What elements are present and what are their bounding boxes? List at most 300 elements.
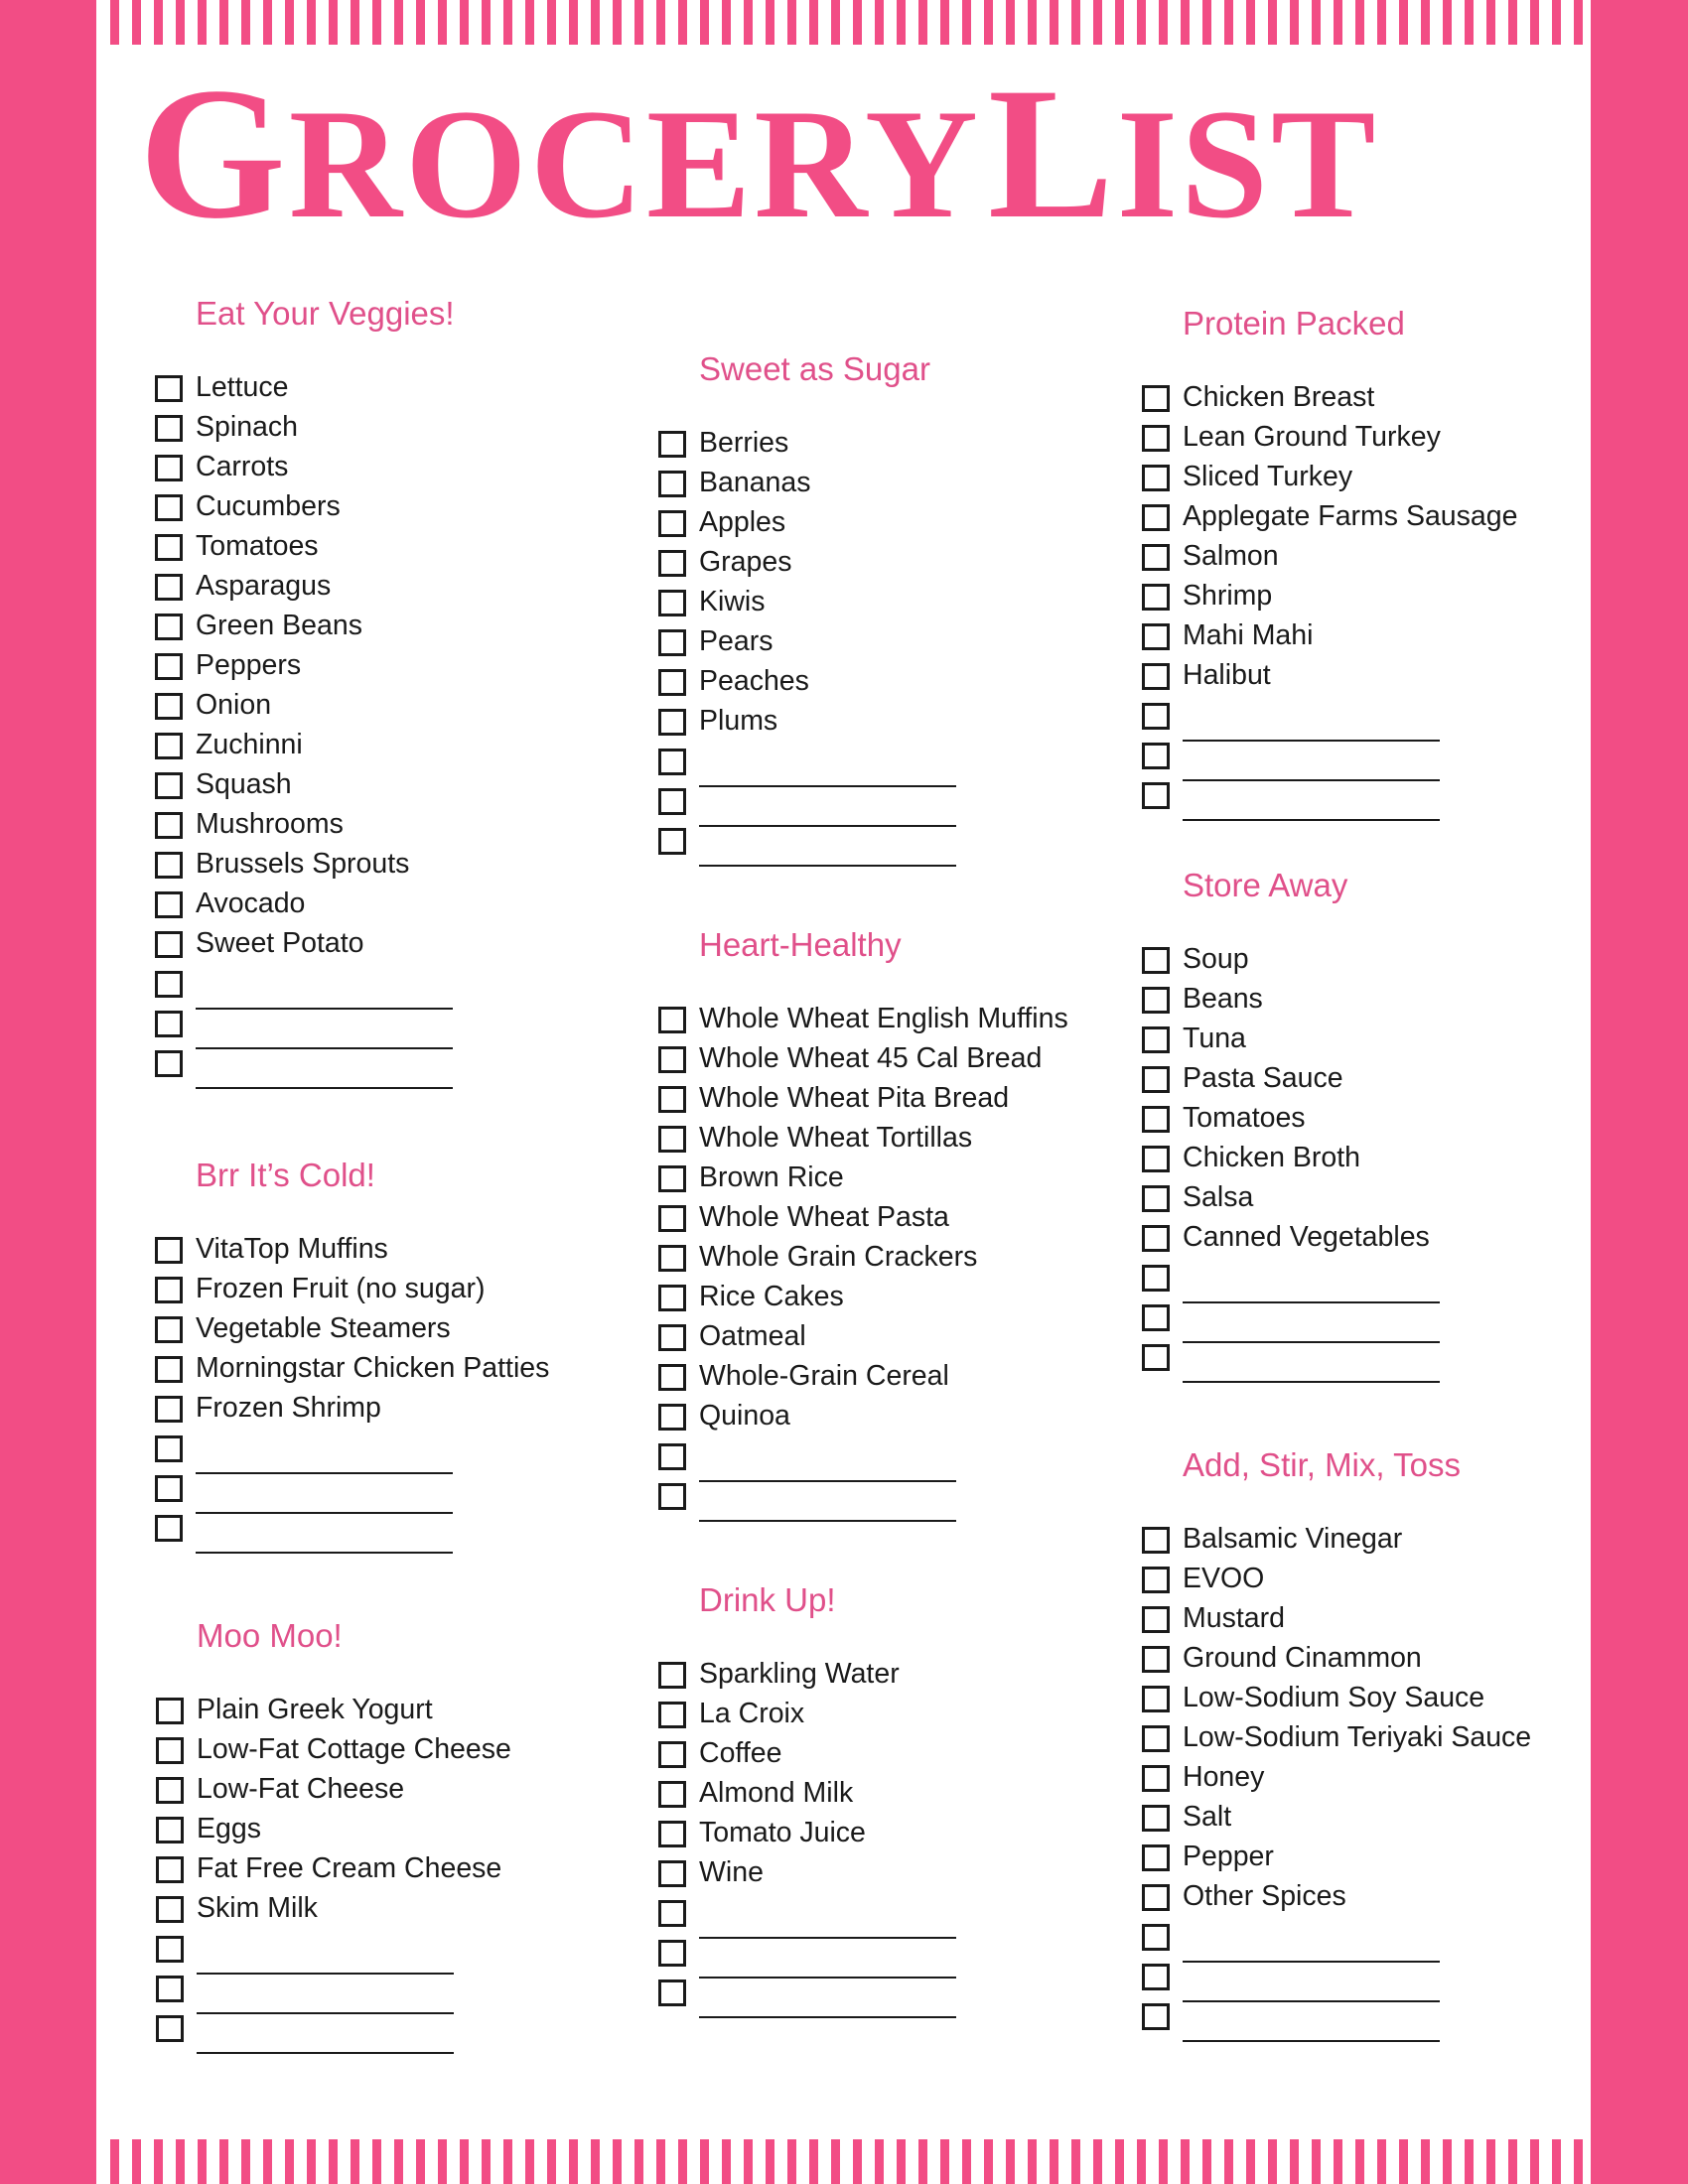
checkbox[interactable] xyxy=(155,574,183,601)
section-store-away xyxy=(1142,866,1430,1378)
checkbox[interactable] xyxy=(658,1821,686,1847)
section-drink-up xyxy=(658,1580,900,2013)
checkbox[interactable] xyxy=(155,1050,183,1077)
blank-list-item xyxy=(156,1970,343,2009)
blank-list-item xyxy=(1142,1298,1347,1338)
list-item xyxy=(155,1350,550,1390)
list-item xyxy=(658,623,930,663)
checkbox[interactable] xyxy=(1142,623,1170,650)
list-item xyxy=(155,608,455,647)
item-label: Salt xyxy=(1183,1801,1232,1833)
item-label: Balsamic Vinegar xyxy=(1183,1523,1403,1555)
checkbox[interactable] xyxy=(155,971,183,998)
item-label: EVOO xyxy=(1183,1563,1265,1594)
blank-list-item xyxy=(1142,776,1405,816)
checkbox[interactable] xyxy=(1142,743,1170,769)
list-item xyxy=(1142,1179,1347,1219)
checkbox[interactable] xyxy=(155,1396,183,1423)
checkbox[interactable] xyxy=(155,1011,183,1037)
item-label: Oatmeal xyxy=(699,1320,806,1352)
list-item xyxy=(155,1390,381,1430)
checkbox[interactable] xyxy=(658,1086,686,1113)
write-in-line[interactable] xyxy=(1183,2040,1440,2042)
list-item xyxy=(1142,1878,1461,1918)
checkbox[interactable] xyxy=(156,1698,184,1724)
checkbox[interactable] xyxy=(658,590,686,616)
checkbox[interactable] xyxy=(658,1781,686,1808)
list-item xyxy=(155,369,455,409)
checkbox[interactable] xyxy=(658,1165,686,1192)
checkbox[interactable] xyxy=(1142,947,1170,974)
item-label: Brussels Sprouts xyxy=(196,848,410,880)
item-label: Tuna xyxy=(1183,1023,1246,1054)
blank-list-item xyxy=(155,1005,455,1044)
item-label: La Croix xyxy=(699,1698,805,1729)
list-item xyxy=(658,1398,902,1437)
blank-list-item xyxy=(658,1437,902,1477)
item-label: Sparkling Water xyxy=(699,1658,900,1690)
checkbox[interactable] xyxy=(1142,544,1170,571)
checkbox[interactable] xyxy=(155,1475,183,1502)
list-item xyxy=(155,1231,388,1271)
item-label: Lean Ground Turkey xyxy=(1183,421,1441,453)
item-label: Coffee xyxy=(699,1737,782,1769)
checkbox[interactable] xyxy=(658,1285,686,1311)
item-label: Whole Wheat Pita Bread xyxy=(699,1082,1010,1114)
checkbox[interactable] xyxy=(156,1856,184,1883)
item-label: Low-Sodium Soy Sauce xyxy=(1183,1682,1485,1713)
item-label: Sliced Turkey xyxy=(1183,461,1353,492)
write-in-line[interactable] xyxy=(196,1087,453,1089)
item-label: Salmon xyxy=(1183,540,1279,572)
blank-list-item xyxy=(1142,1918,1461,1958)
blank-list-item xyxy=(156,1930,343,1970)
checkbox[interactable] xyxy=(1142,1185,1170,1212)
checkbox[interactable] xyxy=(1142,703,1170,730)
checkbox[interactable] xyxy=(155,494,183,521)
list-item xyxy=(658,1854,836,1894)
checkbox[interactable] xyxy=(155,1515,183,1542)
left-pink-border xyxy=(0,0,96,2184)
list-item xyxy=(1142,538,1405,578)
checkbox[interactable] xyxy=(1142,1146,1170,1172)
item-label: Honey xyxy=(1183,1761,1265,1793)
checkbox[interactable] xyxy=(155,1356,183,1383)
checkbox[interactable] xyxy=(156,2015,184,2042)
list-item xyxy=(1142,981,1347,1021)
item-label: Whole Wheat Pasta xyxy=(699,1201,949,1233)
item-label: Green Beans xyxy=(196,610,362,641)
checkbox[interactable] xyxy=(155,931,183,958)
list-item xyxy=(155,1310,451,1350)
item-label: Zuchinni xyxy=(196,729,303,760)
checkbox[interactable] xyxy=(1142,1344,1170,1371)
item-label: Kiwis xyxy=(699,586,766,617)
checkbox[interactable] xyxy=(1142,425,1170,452)
checkbox[interactable] xyxy=(658,788,686,815)
checkbox[interactable] xyxy=(658,1483,686,1510)
list-item xyxy=(1142,1060,1347,1100)
checkbox[interactable] xyxy=(155,891,183,918)
item-label: Shrimp xyxy=(1183,580,1273,612)
item-label: Tomatoes xyxy=(1183,1102,1306,1134)
item-label: Beans xyxy=(1183,983,1263,1015)
blank-list-item xyxy=(1142,1997,1461,2037)
section-moo-moo xyxy=(156,1616,511,2049)
list-item xyxy=(658,1001,1068,1040)
list-item xyxy=(1142,1521,1461,1561)
item-label: Berries xyxy=(699,427,789,459)
item-label: Lettuce xyxy=(196,371,289,403)
checkbox[interactable] xyxy=(658,1007,686,1033)
item-label: Pasta Sauce xyxy=(1183,1062,1343,1094)
item-label: Morningstar Chicken Patties xyxy=(196,1352,550,1384)
checkbox[interactable] xyxy=(1142,782,1170,809)
blank-list-item xyxy=(658,1477,902,1517)
item-label: Peaches xyxy=(699,665,809,697)
list-item xyxy=(658,1696,836,1735)
checkbox[interactable] xyxy=(155,534,183,561)
checkbox[interactable] xyxy=(155,375,183,402)
list-item xyxy=(155,449,455,488)
section-sweet-as-sugar xyxy=(658,349,930,862)
blank-list-item xyxy=(155,1430,375,1469)
checkbox[interactable] xyxy=(1142,1844,1170,1871)
checkbox[interactable] xyxy=(658,1364,686,1391)
item-label: Avocado xyxy=(196,887,306,919)
checkbox[interactable] xyxy=(1142,1805,1170,1832)
checkbox[interactable] xyxy=(658,709,686,736)
checkbox[interactable] xyxy=(156,1737,184,1764)
item-label: Halibut xyxy=(1183,659,1271,691)
write-in-line[interactable] xyxy=(196,1552,453,1554)
checkbox[interactable] xyxy=(1142,1567,1170,1593)
checkbox[interactable] xyxy=(658,669,686,696)
checkbox[interactable] xyxy=(1142,504,1170,531)
checkbox[interactable] xyxy=(1142,1964,1170,1990)
title-initial-g: G xyxy=(139,50,289,258)
item-label: Sweet Potato xyxy=(196,927,364,959)
checkbox[interactable] xyxy=(1142,663,1170,690)
section-eat-your-veggies xyxy=(155,294,455,1084)
list-item xyxy=(658,1120,973,1160)
list-item xyxy=(658,1080,1010,1120)
checkbox[interactable] xyxy=(156,1777,184,1804)
checkbox[interactable] xyxy=(658,1741,686,1768)
section-heading: Protein Packed xyxy=(1183,305,1405,341)
item-label: Whole Wheat 45 Cal Bread xyxy=(699,1042,1043,1074)
section-heading: Heart-Healthy xyxy=(699,926,902,963)
list-item xyxy=(658,1040,1043,1080)
page-title xyxy=(139,50,1559,258)
item-label: Low-Fat Cheese xyxy=(197,1773,405,1805)
list-item xyxy=(155,846,455,886)
checkbox[interactable] xyxy=(658,1126,686,1153)
checkbox[interactable] xyxy=(658,828,686,855)
checkbox[interactable] xyxy=(1142,465,1170,491)
list-item xyxy=(155,409,455,449)
list-item xyxy=(658,504,930,544)
item-label: Vegetable Steamers xyxy=(196,1312,451,1344)
checkbox[interactable] xyxy=(1142,1686,1170,1712)
item-label: Low-Fat Cottage Cheese xyxy=(197,1733,511,1765)
list-item xyxy=(1142,1100,1347,1140)
item-label: Whole Wheat Tortillas xyxy=(699,1122,973,1154)
checkbox[interactable] xyxy=(658,1662,686,1689)
item-label: Chicken Breast xyxy=(1183,381,1375,413)
item-label: Peppers xyxy=(196,649,302,681)
checkbox[interactable] xyxy=(156,1817,184,1843)
write-in-line[interactable] xyxy=(699,865,956,867)
item-label: Asparagus xyxy=(196,570,332,602)
item-label: Wine xyxy=(699,1856,764,1888)
list-item xyxy=(1142,1219,1430,1259)
blank-list-item xyxy=(1142,1958,1461,1997)
list-item xyxy=(658,663,930,703)
blank-list-item xyxy=(658,743,930,782)
list-item xyxy=(1142,657,1405,697)
item-label: VitaTop Muffins xyxy=(196,1233,388,1265)
checkbox[interactable] xyxy=(658,1245,686,1272)
write-in-line[interactable] xyxy=(197,2052,454,2054)
item-label: Canned Vegetables xyxy=(1183,1221,1430,1253)
blank-list-item xyxy=(156,2009,343,2049)
checkbox[interactable] xyxy=(1142,1066,1170,1093)
checkbox[interactable] xyxy=(1142,1646,1170,1673)
item-label: Ground Cinammon xyxy=(1183,1642,1422,1674)
section-heading: Brr It’s Cold! xyxy=(196,1157,375,1193)
list-item xyxy=(658,703,930,743)
item-label: Chicken Broth xyxy=(1183,1142,1361,1173)
list-item xyxy=(1142,1140,1361,1179)
item-label: Soup xyxy=(1183,943,1249,975)
item-label: Pepper xyxy=(1183,1841,1274,1872)
item-label: Eggs xyxy=(197,1813,261,1844)
checkbox[interactable] xyxy=(658,1443,686,1470)
item-label: Mushrooms xyxy=(196,808,344,840)
checkbox[interactable] xyxy=(155,1237,183,1264)
checkbox[interactable] xyxy=(1142,1765,1170,1792)
list-item xyxy=(155,1271,486,1310)
list-item xyxy=(1142,1719,1532,1759)
section-heading: Sweet as Sugar xyxy=(699,350,930,387)
list-item xyxy=(658,1160,902,1199)
item-label: Squash xyxy=(196,768,292,800)
checkbox[interactable] xyxy=(1142,1265,1170,1292)
list-item xyxy=(1142,617,1405,657)
blank-list-item xyxy=(155,1509,375,1549)
checkbox[interactable] xyxy=(155,1435,183,1462)
blank-list-item xyxy=(658,1974,836,2013)
blank-list-item xyxy=(658,822,930,862)
section-protein-packed xyxy=(1142,304,1518,816)
list-item xyxy=(658,1279,902,1318)
list-item xyxy=(658,1815,866,1854)
section-heading: Moo Moo! xyxy=(197,1617,343,1654)
checkbox[interactable] xyxy=(1142,987,1170,1014)
blank-list-item xyxy=(1142,1338,1347,1378)
item-label: Mustard xyxy=(1183,1602,1285,1634)
list-item xyxy=(155,568,455,608)
blank-list-item xyxy=(658,1934,836,1974)
checkbox[interactable] xyxy=(658,1940,686,1967)
checkbox[interactable] xyxy=(155,852,183,879)
section-brr-its-cold xyxy=(155,1156,550,1549)
list-item xyxy=(1142,1600,1461,1640)
list-item xyxy=(1142,379,1405,419)
checkbox[interactable] xyxy=(155,614,183,640)
item-label: Quinoa xyxy=(699,1400,790,1432)
title-rest-list: IST xyxy=(1116,77,1379,251)
list-item xyxy=(1142,1839,1461,1878)
section-heading: Add, Stir, Mix, Toss xyxy=(1183,1446,1461,1483)
item-label: Plain Greek Yogurt xyxy=(197,1694,433,1725)
checkbox[interactable] xyxy=(1142,584,1170,611)
item-label: Bananas xyxy=(699,467,811,498)
list-item xyxy=(1142,1680,1485,1719)
checkbox[interactable] xyxy=(658,1205,686,1232)
section-add-stir-mix-toss xyxy=(1142,1445,1532,2037)
item-label: Tomato Juice xyxy=(699,1817,866,1848)
checkbox[interactable] xyxy=(658,749,686,775)
list-item xyxy=(156,1890,343,1930)
checkbox[interactable] xyxy=(1142,2003,1170,2030)
checkbox[interactable] xyxy=(155,415,183,442)
checkbox[interactable] xyxy=(155,1277,183,1303)
checkbox[interactable] xyxy=(658,1404,686,1431)
list-item xyxy=(1142,419,1441,459)
blank-list-item xyxy=(1142,697,1405,737)
list-item xyxy=(156,1731,511,1771)
write-in-line[interactable] xyxy=(699,2016,956,2018)
blank-list-item xyxy=(155,1044,455,1084)
checkbox[interactable] xyxy=(658,550,686,577)
checkbox[interactable] xyxy=(658,1900,686,1927)
item-label: Frozen Fruit (no sugar) xyxy=(196,1273,486,1304)
list-item xyxy=(1142,1759,1461,1799)
checkbox[interactable] xyxy=(1142,1527,1170,1554)
list-item xyxy=(1142,578,1405,617)
item-label: Cucumbers xyxy=(196,490,341,522)
item-label: Frozen Shrimp xyxy=(196,1392,381,1424)
checkbox[interactable] xyxy=(1142,1026,1170,1053)
checkbox[interactable] xyxy=(658,1860,686,1887)
list-item xyxy=(155,488,455,528)
checkbox[interactable] xyxy=(658,1979,686,2006)
section-heading: Store Away xyxy=(1183,867,1348,903)
write-in-line[interactable] xyxy=(1183,819,1440,821)
bottom-stripe-border xyxy=(108,2139,1591,2184)
checkbox[interactable] xyxy=(1142,1225,1170,1252)
write-in-line[interactable] xyxy=(1183,1381,1440,1383)
checkbox[interactable] xyxy=(155,733,183,759)
checkbox[interactable] xyxy=(658,471,686,497)
list-item xyxy=(658,1775,854,1815)
checkbox[interactable] xyxy=(1142,1725,1170,1752)
blank-list-item xyxy=(658,1894,836,1934)
checkbox[interactable] xyxy=(658,431,686,458)
checkbox[interactable] xyxy=(1142,1924,1170,1951)
checkbox[interactable] xyxy=(155,812,183,839)
section-heading: Eat Your Veggies! xyxy=(196,295,455,332)
list-item xyxy=(155,687,455,727)
checkbox[interactable] xyxy=(156,1936,184,1963)
item-label: Carrots xyxy=(196,451,289,482)
list-item xyxy=(155,806,455,846)
list-item xyxy=(156,1811,343,1850)
list-item xyxy=(1142,1561,1461,1600)
checkbox[interactable] xyxy=(156,1976,184,2002)
list-item xyxy=(155,925,455,965)
list-item xyxy=(156,1850,502,1890)
checkbox[interactable] xyxy=(155,455,183,481)
checkbox[interactable] xyxy=(155,772,183,799)
list-item xyxy=(155,647,455,687)
list-item xyxy=(1142,459,1405,498)
list-item xyxy=(156,1771,405,1811)
item-label: Whole Wheat English Muffins xyxy=(699,1003,1068,1034)
checkbox[interactable] xyxy=(156,1896,184,1923)
checkbox[interactable] xyxy=(1142,385,1170,412)
item-label: Rice Cakes xyxy=(699,1281,844,1312)
blank-list-item xyxy=(1142,1259,1347,1298)
checkbox[interactable] xyxy=(1142,1884,1170,1911)
list-item xyxy=(1142,941,1347,981)
checkbox[interactable] xyxy=(658,1702,686,1728)
checkbox[interactable] xyxy=(155,1316,183,1343)
item-label: Salsa xyxy=(1183,1181,1254,1213)
list-item xyxy=(155,886,455,925)
item-label: Spinach xyxy=(196,411,298,443)
item-label: Onion xyxy=(196,689,272,721)
checkbox[interactable] xyxy=(1142,1606,1170,1633)
checkbox[interactable] xyxy=(155,653,183,680)
item-label: Tomatoes xyxy=(196,530,319,562)
list-item xyxy=(658,1735,836,1775)
item-label: Fat Free Cream Cheese xyxy=(197,1852,502,1884)
list-item xyxy=(658,544,930,584)
checkbox[interactable] xyxy=(658,510,686,537)
checkbox[interactable] xyxy=(658,1046,686,1073)
list-item xyxy=(1142,498,1518,538)
checkbox[interactable] xyxy=(658,629,686,656)
title-initial-l: L xyxy=(987,50,1117,258)
item-label: Brown Rice xyxy=(699,1161,844,1193)
blank-list-item xyxy=(658,782,930,822)
list-item xyxy=(155,766,455,806)
blank-list-item xyxy=(1142,737,1405,776)
title-rest-grocery: ROCERY xyxy=(288,77,981,251)
item-label: Almond Milk xyxy=(699,1777,854,1809)
checkbox[interactable] xyxy=(658,1324,686,1351)
item-label: Applegate Farms Sausage xyxy=(1183,500,1518,532)
list-item xyxy=(658,584,930,623)
checkbox[interactable] xyxy=(1142,1304,1170,1331)
list-item xyxy=(658,465,930,504)
item-label: Pears xyxy=(699,625,774,657)
list-item xyxy=(658,1318,902,1358)
item-label: Other Spices xyxy=(1183,1880,1346,1912)
item-label: Skim Milk xyxy=(197,1892,318,1924)
item-label: Apples xyxy=(699,506,786,538)
item-label: Grapes xyxy=(699,546,792,578)
list-item xyxy=(155,727,455,766)
checkbox[interactable] xyxy=(1142,1106,1170,1133)
list-item xyxy=(658,1199,949,1239)
checkbox[interactable] xyxy=(155,693,183,720)
item-label: Plums xyxy=(699,705,778,737)
write-in-line[interactable] xyxy=(699,1520,956,1522)
